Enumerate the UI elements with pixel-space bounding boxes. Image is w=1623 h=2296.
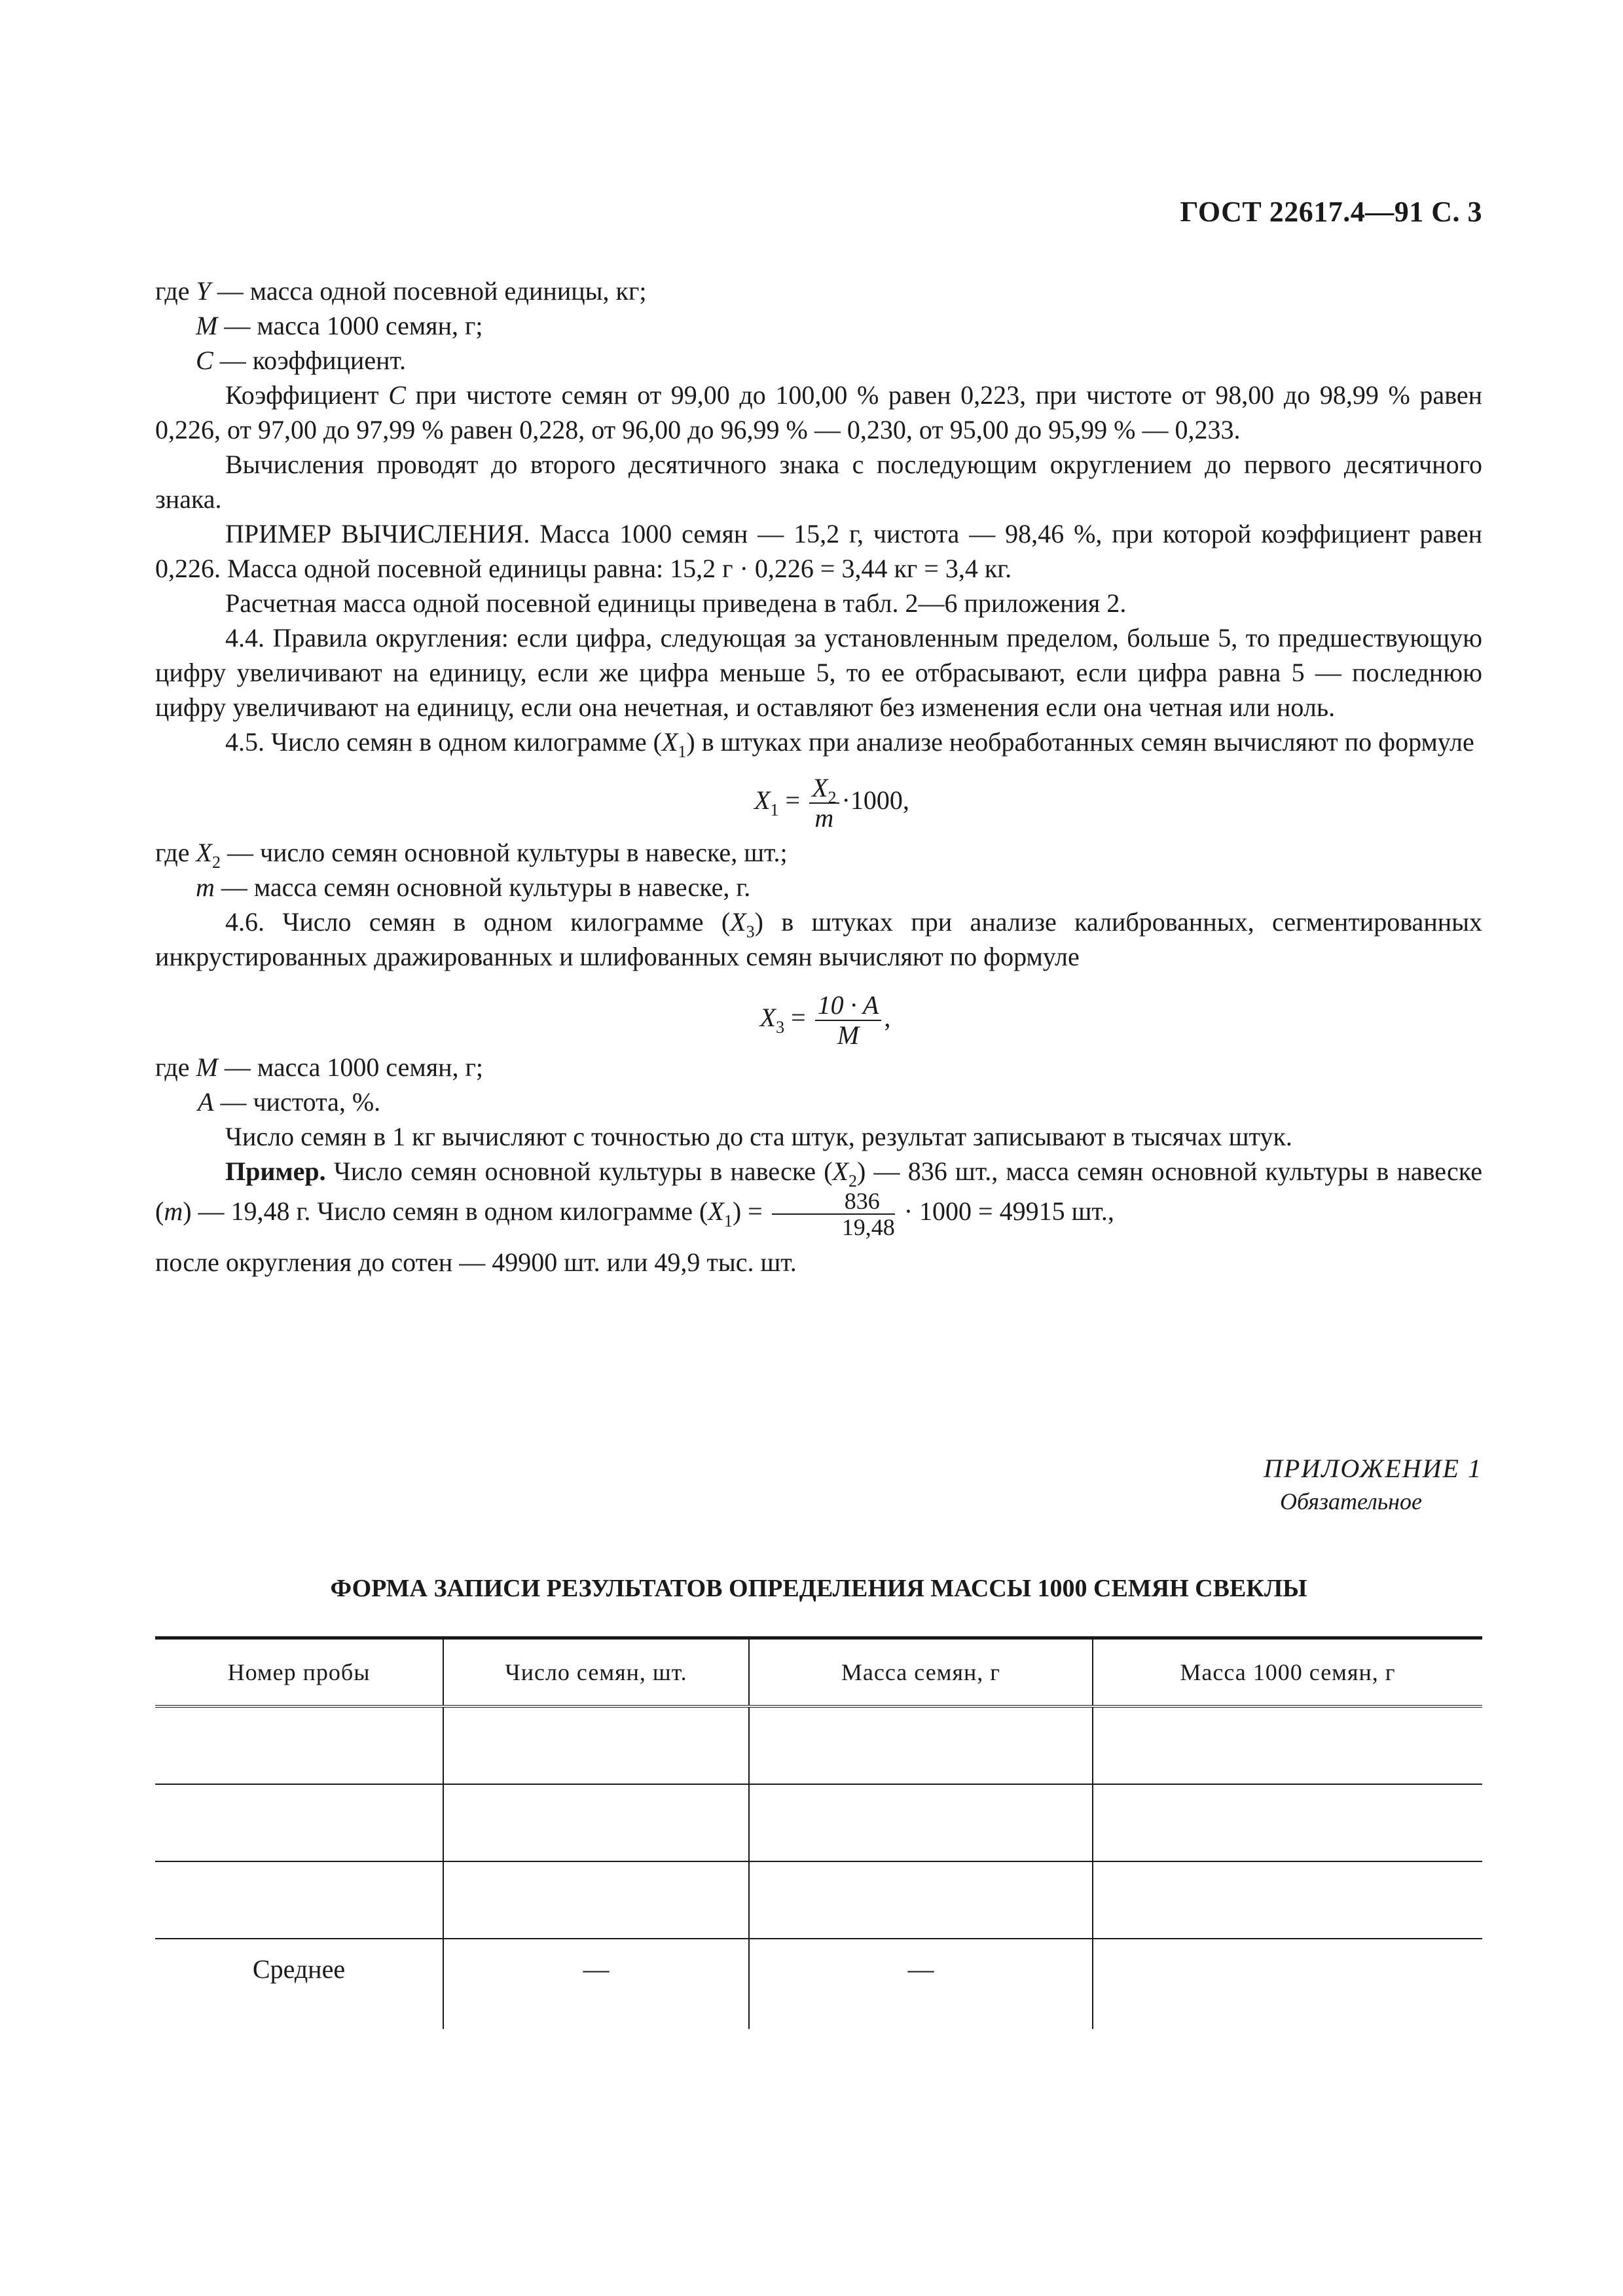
table-cell (749, 1706, 1093, 1784)
page-header: ГОСТ 22617.4—91 С. 3 (1180, 196, 1482, 228)
example-rounding-line: после округления до сотен — 49900 шт. или 49,9 тыс. шт. (155, 1247, 797, 1277)
table-header-row (155, 1638, 1482, 1707)
section-4-4: 4.4. Правила округления: если цифра, следующая за установленным пределом, больше 5, то предшествующую цифру увеличивают на единицу, если же цифра меньше 5, то ее отбрасывают, если цифра равна 5 — последнюю цифру увеличивают на единицу, если она нечетная, и оставляют без изменения если она четная или ноль. (155, 623, 1482, 722)
results-table (155, 1636, 1482, 2029)
results-table-wrapper (155, 1636, 1482, 2029)
where-a-line: A — чистота, %. (198, 1087, 381, 1117)
where-x2-line: где $X_2$ — число семян основной культуры в навеске, шт.; (155, 838, 788, 872)
header-seed-count: Число семян, шт. (443, 1638, 749, 1707)
average-mass-1000 (1093, 1939, 1482, 2029)
table-cell (155, 1861, 443, 1939)
average-seed-count-dash: — (443, 1939, 749, 2029)
calculation-paragraph: Вычисления проводят до второго десятичного знака с последующим округлением до первого десятичного знака. (155, 450, 1482, 514)
example-calc-paragraph: ПРИМЕР ВЫЧИСЛЕНИЯ. Масса 1000 семян — 15,2 г, чистота — 98,46 %, при которой коэффициент равен 0,226. Масса одной посевной единицы равна: 15,2 г · 0,226 = 3,44 кг = 3,4 кг. (155, 519, 1482, 583)
formula-x1: $X_1$ = $\frac{X_2}{m}$ ·1000, (754, 773, 909, 833)
header-sample-number: Номер пробы (155, 1638, 443, 1707)
formula-x1-fraction: $\frac{X_2}{m}$ (809, 774, 839, 833)
where-m2-line: m — масса семян основной культуры в навеске, г. (196, 872, 751, 902)
table-title: ФОРМА ЗАПИСИ РЕЗУЛЬТАТОВ ОПРЕДЕЛЕНИЯ МАССЫ 1000 СЕМЯН СВЕКЛЫ (330, 1575, 1307, 1602)
table-cell (749, 1784, 1093, 1861)
coefficient-paragraph: Коэффициент C при чистоте семян от 99,00 до 100,00 % равен 0,223, при чистоте от 98,00 до 98,99 % равен 0,226, от 97,00 до 97,99 % равен 0,228, от 96,00 до 96,99 % — 0,230, от 95,00 до 95,99 % — 0,233. (155, 380, 1483, 444)
header-seed-mass: Масса семян, г (749, 1638, 1093, 1707)
appendix-label (1264, 1453, 1482, 1515)
section-4-5: 4.5. Число семян в одном килограмме $(X_1)$ в штуках при анализе необработанных семян вычисляют по формуле (225, 727, 1474, 761)
table-cell (1093, 1861, 1482, 1939)
table-cell (749, 1861, 1093, 1939)
table-cell (155, 1706, 443, 1784)
table-row (155, 1861, 1482, 1939)
where-m3-line: где M — масса 1000 семян, г; (155, 1052, 484, 1082)
table-cell (1093, 1784, 1482, 1861)
average-label: Среднее (155, 1939, 443, 2029)
example-paragraph: Пример. Число семян основной культуры в навеске $(X_2)$ — 836 шт., масса семян основной культуры в навеске (m) — 19,48 г. Число семян в одном килограмме $(X_1)$ = $\frac{836}{19,48}$ · 1000 = 49915 шт., (155, 1157, 1482, 1240)
document-body (155, 274, 1482, 1280)
where-c-line: C — коэффициент. (196, 346, 406, 375)
table-average-row (155, 1939, 1482, 2029)
where-m-line: M — масса 1000 семян, г; (196, 311, 483, 340)
calc-mass-paragraph: Расчетная масса одной посевной единицы приведена в табл. 2—6 приложения 2. (225, 588, 1127, 618)
accuracy-paragraph: Число семян в 1 кг вычисляют с точностью до ста штук, результат записывают в тысячах штук. (225, 1122, 1292, 1151)
table-cell (443, 1706, 749, 1784)
table-row (155, 1784, 1482, 1861)
header-mass-1000: Масса 1000 семян, г (1093, 1638, 1482, 1707)
table-cell (155, 1784, 443, 1861)
table-cell (443, 1861, 749, 1939)
formula-x3: $X_3$ = $\frac{10 \cdot A}{M}$ , (759, 990, 891, 1050)
example-fraction: $\frac{836}{19,48}$ (772, 1189, 895, 1240)
average-seed-mass-dash: — (749, 1939, 1093, 2029)
where-y-line: где Y — масса одной посевной единицы, кг; (155, 276, 647, 306)
table-cell (1093, 1706, 1482, 1784)
appendix-title: ПРИЛОЖЕНИЕ 1 (1264, 1454, 1482, 1483)
formula-x3-fraction: $\frac{10 \cdot A}{M}$ (815, 991, 882, 1050)
section-4-6: 4.6. Число семян в одном килограмме $(X_3)$ в штуках при анализе калиброванных, сегментированных инкрустированных дражированных и шлифованных семян вычисляют по формуле (155, 907, 1482, 971)
appendix-subtitle: Обязательное (1280, 1488, 1422, 1515)
table-cell (443, 1784, 749, 1861)
table-row (155, 1706, 1482, 1784)
